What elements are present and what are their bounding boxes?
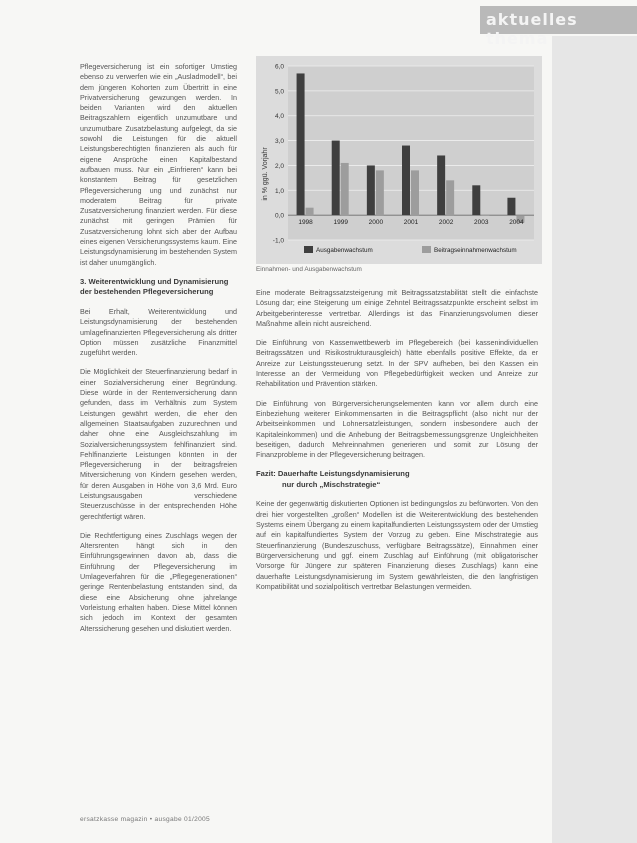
bar-chart: [256, 56, 542, 264]
paragraph: Eine moderate Beitragssatzsteigerung mit Beitragssatzstabilität stellt die einfachste Lösung dar; eine Steigerung um einige Zehntel Beitragssatzpunkte erscheint selbst im Arbeitgeberinteresse vertretbar. Allerdings ist das Finanzierungsvolumen dieser Maßnahme allein nicht ausreichend.: [256, 288, 538, 328]
paragraph: Die Einführung von Bürgerversicherungselementen kann vor allem durch eine Einbeziehung weiterer Einkommensarten in die Beitragspflicht (also nicht nur der Arbeitseinkommen und Lohnersatzleistungen, sondern insbesondere auch der Kapitaleinkommen) und die Anhebung der Beitragsbemessungsgrenze Ungleichheiten beseitigen, dadurch Mehreinnahmen generieren und somit zur Lösung der Finanzprobleme in der Pflegeversicherung beitragen.: [256, 398, 538, 460]
y-tick-label: -1,0: [272, 237, 284, 245]
bar: [376, 170, 384, 215]
x-tick-label: 2004: [509, 219, 524, 227]
bar: [507, 198, 515, 215]
bar: [341, 163, 349, 215]
left-column: [80, 62, 237, 643]
x-tick-label: 2003: [474, 219, 489, 227]
heading-line-1: Fazit: Dauerhafte Leistungsdynamisierung: [256, 469, 410, 479]
section-heading: 3. Weiterentwicklung und Dynamisierung der bestehenden Pflegeversicherung: [80, 276, 229, 297]
x-tick-label: 1998: [298, 219, 313, 227]
x-tick-label: 1999: [333, 219, 348, 227]
legend-swatch: [304, 246, 313, 253]
legend-label: Ausgabenwachstum: [316, 247, 373, 254]
bar: [446, 180, 454, 215]
y-tick-label: 5,0: [274, 88, 284, 96]
bar: [306, 208, 314, 215]
page-footer: ersatzkasse magazin • ausgabe 01/2005: [80, 816, 210, 823]
legend-label: Beitragseinnahmenwachstum: [434, 247, 517, 254]
bar: [297, 73, 305, 215]
sidebar-panel: [552, 36, 637, 843]
bar: [367, 165, 375, 215]
chart-caption: Einnahmen- und Ausgabenwachstum: [256, 266, 362, 273]
section-title: aktuelles thema: [486, 10, 578, 48]
y-tick-label: 2,0: [274, 162, 284, 170]
bar: [481, 215, 489, 216]
x-tick-label: 2000: [368, 219, 384, 227]
paragraph: Die Rechtfertigung eines Zuschlags wegen der Altersrenten hängt sich in den Einführungsgewinnen davon ab, dass die Einführung der Pflegeversicherung im Umlageverfahren für die „Pflegegenerationen“ geringe Rentenbelastung entstanden sind, da diese eine Absicherung ohne jahrelange Vorleistung erhalten haben. Diese Mittel können sich jedoch im Kontext der gesamten Alterssicherung gesehen und diskutiert werden.: [80, 530, 237, 633]
right-column: [256, 288, 538, 601]
y-tick-label: 1,0: [274, 187, 284, 195]
paragraph: Pflegeversicherung ist ein sofortiger Umstieg ebenso zu verwerfen wie ein „Ausladmodell“, bei dem jüngeren Kohorten zum Übertritt in eine Privatversicherung gewzungen werden. In beiden Varianten wird den aktuellen Beitragszahlern eigentlich unzumutbare und unzumutbare Zusatzbelastung aufgelegt, da sie sowohl die Leistungen für die aktuell Leistungsberechtigten finanzieren als auch für eigene Ansprüche einen Kapitalbestand aufbauen muss. Nur ein „Einfrieren“ kann bei konstantem Beitrag für gesetzlichen Pflegeversicherung ung und zunächst nur moderatem Beitrag für private Zusatzversicherung finanziert werden. Für diese zunächst mit geringen Prämien für Zusatzversicherung lohnt sich aber der Aufbau eines eigenen Versicherungssystems kaum. Eine Leistungsdynamisierung im bestehenden System ist daher unumgänglich.: [80, 62, 237, 267]
chart-canvas: [256, 56, 542, 264]
bar: [402, 146, 410, 216]
paragraph: Bei Erhalt, Weiterentwicklung und Leistungsdynamisierung der bestehenden umlagefinanzierten Pflegeversicherung als dritter Option müssen zusätzliche Finanzmittel zugeführt werden.: [80, 306, 237, 358]
paragraph: Keine der gegenwärtig diskutierten Optionen ist bedingungslos zu befürworten. Von den drei hier vorgestellten „großen“ Modellen ist die Weiterentwicklung des bestehenden Systems einem Übergang zu einem kapitalfundierten Leistungssystem oder der Umstieg auf ein kapitalfundiertes System der Vorzug zu geben. Eine Mischstrategie aus Steuerfinanzierung (Bundeszuschuss, verfügbare Beitragssätze), Einnahmen einer Bürgerversicherung und ggf. einem Zuschlag auf Einführung (mit obligatorischer Vorsorge für Jüngere zur späteren Finanzierung dieses Zuschlags) kann eine dauerhafte Leistungsdynamisierung im System gewährleisten, die den langfristigen Kompatibilität und sozialpolitisch vertretbar Belastungen vermeiden.: [256, 499, 538, 591]
legend-swatch: [422, 246, 431, 253]
y-axis-label: in % ggü. Vorjahr: [262, 147, 269, 201]
y-tick-label: 0,0: [274, 212, 284, 220]
section-heading: [256, 469, 538, 490]
x-tick-label: 2001: [403, 219, 419, 227]
y-tick-label: 4,0: [274, 113, 284, 121]
x-tick-label: 2002: [438, 219, 454, 227]
bar: [332, 141, 340, 216]
bar: [472, 185, 480, 215]
y-tick-label: 6,0: [274, 63, 284, 71]
y-tick-label: 3,0: [274, 138, 284, 146]
paragraph: Die Möglichkeit der Steuerfinanzierung bedarf in einer Sozialversicherung einer Begründung. Diese würde in der Rentenversicherung dann gefunden, dass im Verhältnis zum System Leistungen gewährt werden, die eher den allgemeinen Staatsaufgaben zuzurechnen und daher ohne eine Ausgleichszahlung im Sozialversicherungssystem fehlfinanziert sind. Fehlfinanzierte Leistungen könnten in der Pflegeversicherung in der beitragsfreien Mitversicherung von Kindern gesehen werden, für deren Ausgaben in Höhe von 3,6 Mrd. Euro Leistungsausgaben verschiedene Steuerzuschüsse in der entsprechenden Höhe gerechtfertigt wären.: [80, 367, 237, 521]
paragraph: Die Einführung von Kassenwettbewerb im Pflegebereich (bei kassenindividuellen Beitragssätzen und Risikostrukturausgleich) hätte ebenfalls positive Effekte, da er Anreize zur Leistungssteuerung setzt. In der SPV aufheben, bei den Kassen ein Interesse an der Vermeidung von Pflegebedürftigkeit wecken und Anreize zur Rehabilitation und Prävention stärken.: [256, 338, 538, 389]
bar: [437, 155, 445, 215]
bar: [411, 170, 419, 215]
heading-line-2: nur durch „Mischstrategie“: [282, 479, 381, 489]
